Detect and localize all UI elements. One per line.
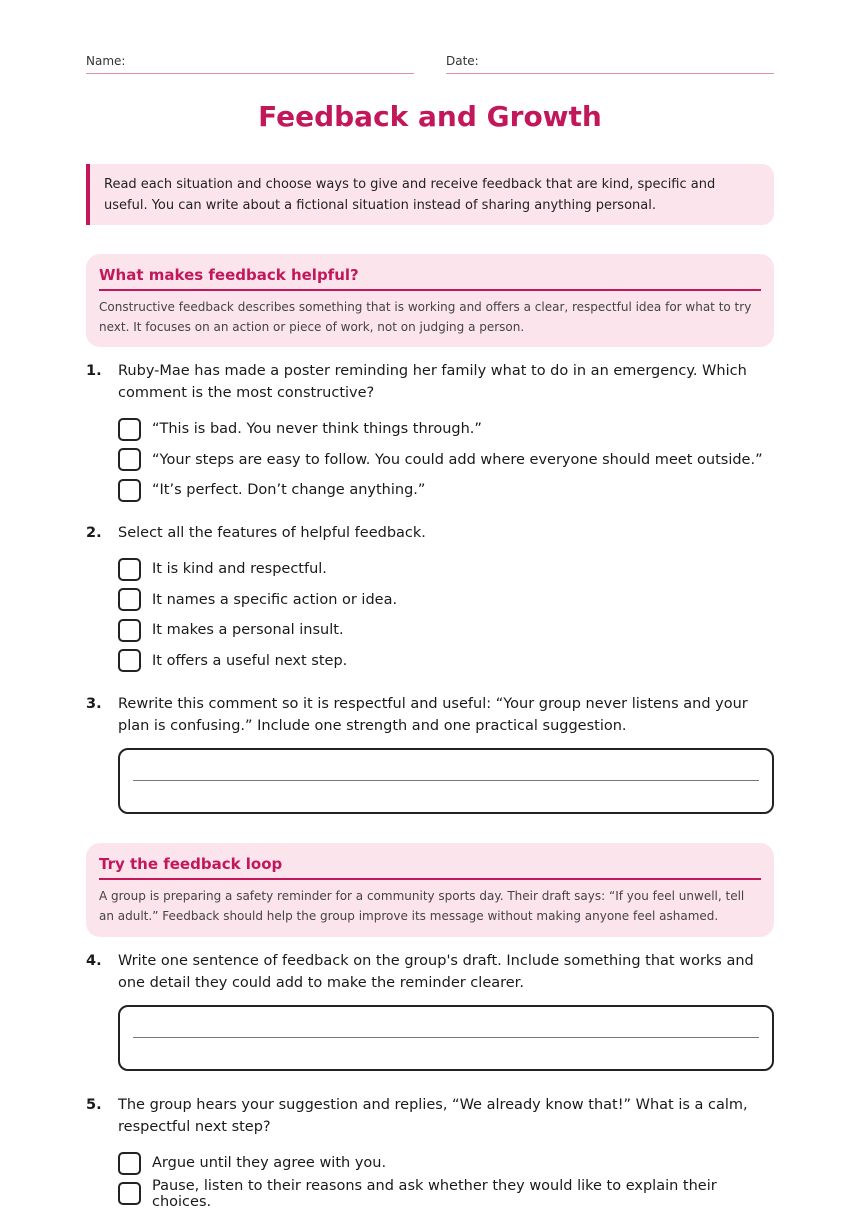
option-label: It names a specific action or idea. — [152, 591, 398, 608]
section-text: Constructive feedback describes something that is working and offers a clear, respectful idea for what to try next. It focuses on an action or piece of work, not on judging a person. — [99, 300, 752, 334]
date-field[interactable] — [446, 54, 774, 74]
date-label: Date: — [446, 54, 479, 68]
checkbox[interactable] — [118, 1182, 141, 1205]
option-label: It makes a personal insult. — [152, 622, 344, 639]
options-list — [118, 1148, 774, 1209]
option-label: “This is bad. You never think things through.” — [152, 421, 482, 438]
header-fields — [86, 54, 774, 74]
option[interactable] — [118, 554, 774, 585]
checkbox[interactable] — [118, 418, 141, 441]
option-label: It is kind and respectful. — [152, 561, 327, 578]
option-label: Pause, listen to their reasons and ask whether they would like to explain their choices. — [152, 1177, 717, 1210]
option[interactable] — [118, 475, 774, 506]
option[interactable] — [118, 615, 774, 646]
question-text: Rewrite this comment so it is respectful and useful: “Your group never listens and your plan is confusing.” Include one strength and one practical suggestion. — [118, 696, 748, 734]
info-box-feedback-loop — [86, 843, 774, 937]
option[interactable] — [118, 414, 774, 445]
option[interactable] — [118, 585, 774, 616]
question-3 — [86, 693, 774, 814]
question-text: The group hears your suggestion and replies, “We already know that!” What is a calm, respectful next step? — [118, 1097, 748, 1135]
answer-box[interactable] — [118, 1005, 774, 1071]
checkbox[interactable] — [118, 479, 141, 502]
checkbox[interactable] — [118, 649, 141, 672]
question-number: 1. — [86, 363, 102, 379]
option[interactable] — [118, 646, 774, 677]
writing-line — [133, 780, 759, 781]
checkbox[interactable] — [118, 448, 141, 471]
question-number: 4. — [86, 953, 102, 969]
info-box-helpful-feedback — [86, 254, 774, 347]
option-label: Argue until they agree with you. — [152, 1155, 387, 1172]
option-label: “It’s perfect. Don’t change anything.” — [152, 482, 426, 499]
question-2 — [86, 522, 774, 676]
name-label: Name: — [86, 54, 126, 68]
question-5 — [86, 1094, 774, 1209]
checkbox[interactable] — [118, 619, 141, 642]
option[interactable] — [118, 445, 774, 476]
question-number: 5. — [86, 1097, 102, 1113]
question-text: Ruby-Mae has made a poster reminding her family what to do in an emergency. Which comment is the most constructive? — [118, 363, 747, 401]
options-list — [118, 414, 774, 506]
answer-box[interactable] — [118, 748, 774, 814]
name-field[interactable] — [86, 54, 414, 74]
writing-line — [133, 1037, 759, 1038]
option[interactable] — [118, 1179, 774, 1210]
checkbox[interactable] — [118, 588, 141, 611]
question-number: 3. — [86, 696, 102, 712]
options-list — [118, 554, 774, 676]
section-title: Try the feedback loop — [99, 855, 761, 880]
option-label: It offers a useful next step. — [152, 652, 348, 669]
worksheet-title: Feedback and Growth — [258, 100, 602, 133]
option-label: “Your steps are easy to follow. You could add where everyone should meet outside.” — [152, 451, 763, 468]
section-text: A group is preparing a safety reminder for a community sports day. Their draft says: “If you feel unwell, tell an adult.” Feedback should help the group improve its message without making anyone feel ashamed. — [99, 889, 745, 923]
question-4 — [86, 950, 774, 1071]
instructions-box: Read each situation and choose ways to give and receive feedback that are kind, specific and useful. You can write about a fictional situation instead of sharing anything personal. — [86, 164, 774, 225]
checkbox[interactable] — [118, 1152, 141, 1175]
question-text: Select all the features of helpful feedback. — [118, 525, 426, 541]
question-1 — [86, 360, 774, 506]
checkbox[interactable] — [118, 558, 141, 581]
option[interactable] — [118, 1148, 774, 1179]
question-number: 2. — [86, 525, 102, 541]
question-text: Write one sentence of feedback on the group's draft. Include something that works and one detail they could add to make the reminder clearer. — [118, 953, 754, 991]
section-title: What makes feedback helpful? — [99, 266, 761, 291]
